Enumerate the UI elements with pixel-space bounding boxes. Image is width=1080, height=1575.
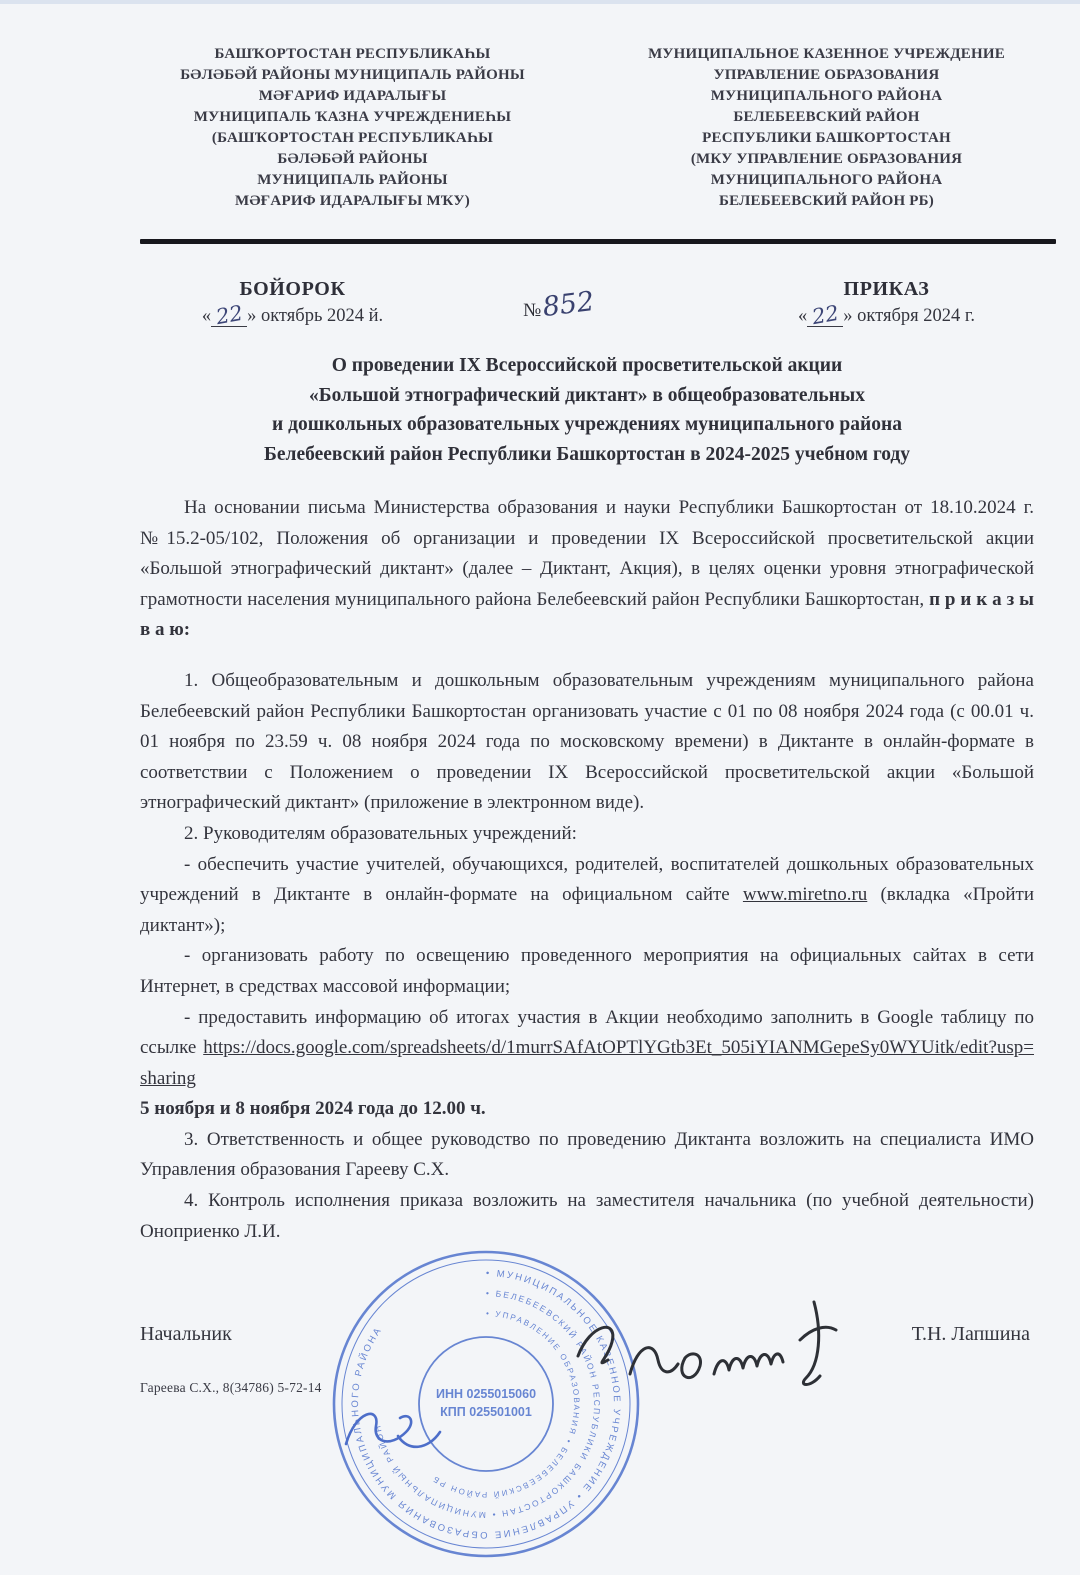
order-title-bashkir [140, 278, 445, 330]
letterhead-line: БАШҠОРТОСТАН РЕСПУБЛИКАҺЫ [214, 46, 491, 62]
document-title [140, 351, 1034, 469]
letterhead-line: МУНИЦИПАЛЬ ҠАЗНА УЧРЕЖДЕНИЕҺЫ [193, 109, 512, 125]
stamp-ring-text-inner: • УПРАВЛЕНИЕ ОБРАЗОВАНИЯ • БЕЛЕБЕЕВСКИЙ РАЙОН РБ [430, 1308, 582, 1500]
intro-paragraph [140, 493, 1034, 646]
letterhead-russian [619, 44, 1034, 212]
letterhead-line: МУНИЦИПАЛЬНОЕ КАЗЕННОЕ УЧРЕЖДЕНИЕ [648, 46, 1005, 62]
date-rest: » октябрь 2024 й. [247, 306, 384, 326]
executor-contact: Гареева С.Х., 8(34786) 5-72-14 [140, 1380, 322, 1396]
bullet-text: - предоставить информацию об итогах участия в Акции необходимо заполнить в Google таблицу по ссылке [140, 1006, 1034, 1059]
letterhead-line: МУНИЦИПАЛЬНОГО РАЙОНА [710, 88, 943, 104]
signature-strokes [566, 1294, 870, 1418]
stamp-inn: ИНН 0255015060 [435, 1387, 537, 1401]
letterhead [140, 44, 1034, 212]
date-blank-line [807, 300, 843, 330]
stamp-ring-text-middle: • БЕЛЕБЕЕВСКИЙ РАЙОН РЕСПУБЛИКИ БАШКОРТОСТАН • МУНИЦИПАЛЬНЫЙ РАЙОН [371, 1287, 603, 1521]
document-title-line: «Большой этнографический диктант» в общеобразовательных [309, 384, 865, 406]
order-date-russian [739, 300, 1034, 330]
order-title-row [140, 278, 1034, 330]
intro-text: На основании письма Министерства образования и науки Республики Башкортостан от 18.10.2024 г. №15.2-05/102, Положения об организации и проведении IX Всероссийской просветительской акции «Большой этнографический диктант» (далее – Диктант, Акция), в целях оценки уровня этнографической грамотности населения муниципального района Белебеевский район Республики Башкортостан, [140, 497, 1034, 610]
handwritten-day: 22 [810, 300, 841, 330]
order-title-russian [739, 278, 1034, 330]
document-title-line: и дошкольных образовательных учреждениях муниципального района [272, 414, 902, 435]
order-word-russian: ПРИКАЗ [843, 278, 930, 300]
order-number [445, 278, 739, 323]
letterhead-bashkir [140, 44, 565, 212]
bullet-text: (вкладка «Пройти диктант»); [140, 884, 1034, 936]
item-1-paragraph: 1. Общеобразовательным и дошкольным образовательным учреждениям муниципального района Белебеевский район Республики Башкортостан организовать участие с 01 по 08 ноября 2024 года (с 00.01 ч. 01 ноября по 23.59 ч. 08 ноября 2024 года по московскому времени) в Диктанте в онлайн-формате в соответствии с Положением о проведении IX Всероссийской просветительской акции «Большой этнографический диктант» (приложение в электронном виде). [140, 669, 1034, 814]
deadline-line: 5 ноября и 8 ноября 2024 года до 12.00 ч. [140, 1098, 486, 1120]
letterhead-line: МӘҒАРИФ ИДАРАЛЫҒЫ МҠУ) [235, 193, 470, 209]
document-body [140, 493, 1034, 1247]
handwritten-signature [566, 1294, 870, 1418]
signer-name: Т.Н. Лапшина [911, 1323, 1030, 1346]
miretno-link: www.miretno.ru [742, 884, 868, 906]
order-date-bashkir [140, 300, 445, 330]
item-2-bullet-results [140, 1003, 1034, 1095]
letterhead-line: МУНИЦИПАЛЬ РАЙОНЫ [257, 172, 448, 188]
stamp-ring-text-outer: • МУНИЦИПАЛЬНОЕ КАЗЕННОЕ УЧРЕЖДЕНИЕ • УПРАВЛЕНИЕ ОБРАЗОВАНИЯ МУНИЦИПАЛЬНОГО РАЙОНА [349, 1267, 623, 1541]
letterhead-line: РЕСПУБЛИКИ БАШКОРТОСТАН [702, 130, 951, 146]
signer-role: Начальник [140, 1323, 232, 1346]
google-sheet-link: https://docs.google.com/spreadsheets/d/1murrSAfAtOPTlYGtb3Et_505iYIANMGepeSy0WYUitk/edit?usp=sharing [140, 1037, 1034, 1089]
date-rest: » октября 2024 г. [843, 306, 976, 326]
letterhead-line: УПРАВЛЕНИЕ ОБРАЗОВАНИЯ [713, 67, 940, 83]
letterhead-line: МУНИЦИПАЛЬНОГО РАЙОНА [710, 172, 943, 188]
bullet-text: - обеспечить участие учителей, обучающихся, родителей, воспитателей дошкольных образовательных учреждений в Диктанте в онлайн-формате на официальном сайте [140, 853, 1034, 906]
quote-open: « [797, 306, 808, 326]
quote-open: « [201, 306, 212, 326]
item-3-paragraph: 3. Ответственность и общее руководство по проведению Диктанта возложить на специалиста ИМО Управления образования Гарееву С.Х. [140, 1128, 1034, 1181]
letterhead-line: БӘЛӘБӘЙ РАЙОНЫ [277, 151, 428, 167]
order-word-bashkir: БОЙОРОК [239, 278, 346, 300]
header-divider-rule [140, 239, 1056, 244]
item-2-heading: 2. Руководителям образовательных учреждений: [184, 822, 577, 844]
handwritten-order-number: 852 [541, 285, 597, 324]
letterhead-line: МӘҒАРИФ ИДАРАЛЫҒЫ [258, 88, 447, 104]
document-title-line: Белебеевский район Республики Башкортостан в 2024-2025 учебном году [263, 443, 911, 465]
handwritten-day: 22 [213, 300, 245, 330]
document-title-line: О проведении IX Всероссийской просветительской акции [331, 355, 843, 376]
item-4-paragraph: 4. Контроль исполнения приказа возложить на заместителя начальника (по учебной деятельности) Оноприенко Л.И. [140, 1190, 1034, 1242]
item-2-bullet-participation [140, 850, 1034, 942]
item-2-bullet-media: - организовать работу по освещению проведенного мероприятия на официальных сайтах в сети Интернет, в средствах массовой информации; [140, 945, 1034, 997]
letterhead-line: (МКУ УПРАВЛЕНИЕ ОБРАЗОВАНИЯ [690, 151, 963, 167]
letterhead-line: БЕЛЕБЕЕВСКИЙ РАЙОН [733, 109, 920, 125]
letterhead-line: БӘЛӘБӘЙ РАЙОНЫ МУНИЦИПАЛЬ РАЙОНЫ [180, 67, 525, 83]
prikazyvayu-bold: п р и к а з ы в а ю: [140, 588, 1034, 641]
handwritten-paraph [336, 1400, 476, 1462]
paraph-strokes [336, 1400, 476, 1462]
date-blank-line [211, 300, 247, 330]
number-sign: № [523, 300, 542, 321]
letterhead-line: БЕЛЕБЕЕВСКИЙ РАЙОН РБ) [719, 193, 934, 209]
letterhead-line: (БАШҠОРТОСТАН РЕСПУБЛИКАҺЫ [211, 130, 494, 146]
stamp-kpp: КПП 025501001 [440, 1405, 532, 1419]
